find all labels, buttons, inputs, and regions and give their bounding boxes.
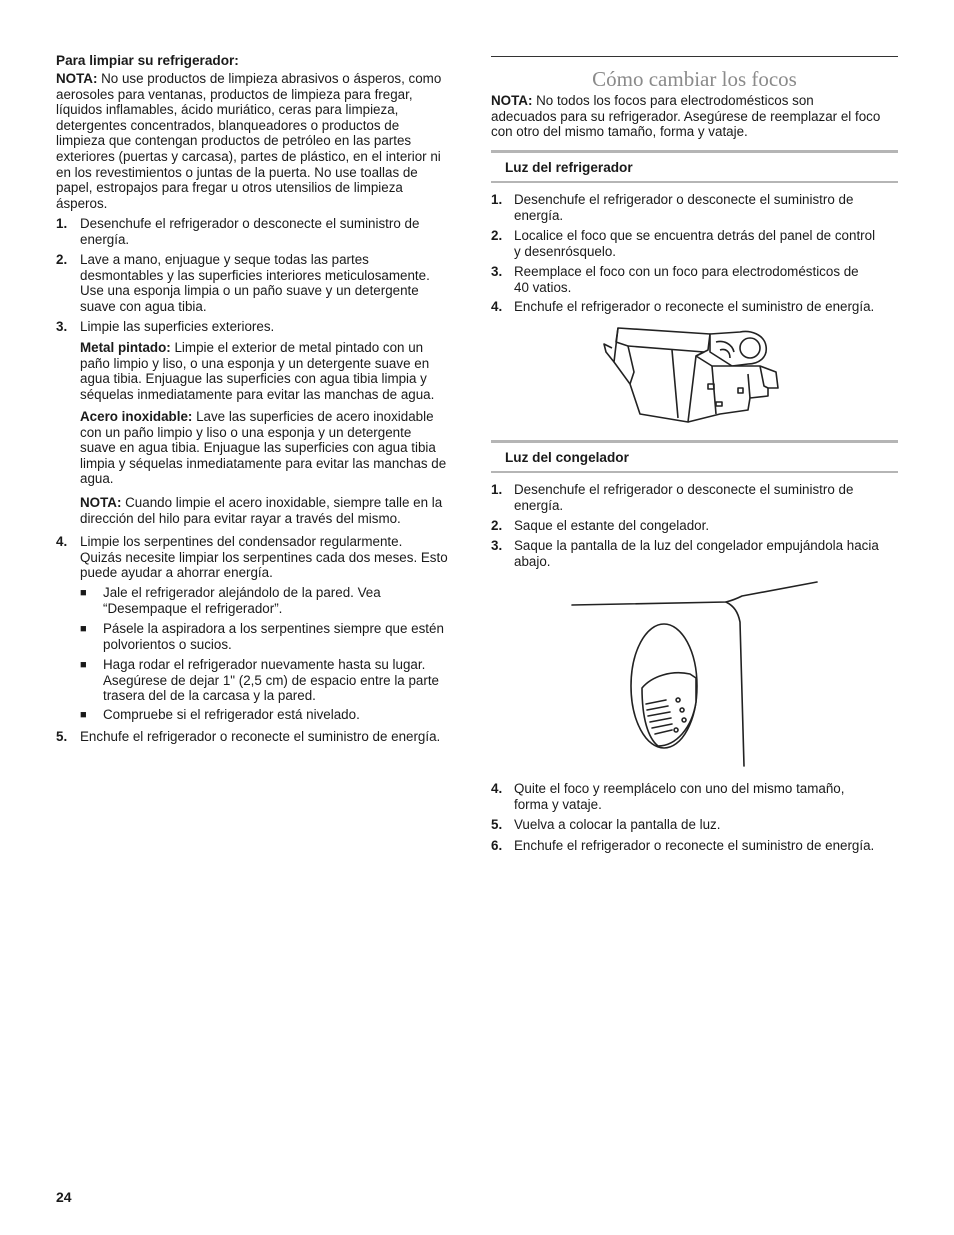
step-line: Saque la pantalla de la luz del congelador empujándola hacia [514, 538, 879, 553]
step-number: 5. [56, 729, 68, 744]
note-label: NOTA: [491, 93, 533, 108]
step-line: energía. [514, 207, 564, 223]
step-line: Use una esponja limpia o un paño suave y un detergente [80, 283, 419, 299]
step-line: Quite el foco y reemplácelo con uno del mismo tamaño, [514, 781, 845, 796]
note-line: papel, estropajos para fregar u otros utensilios de limpieza [56, 180, 403, 196]
note-label: NOTA: [80, 495, 122, 510]
step-number: 4. [491, 299, 503, 314]
step-line: puede ayudar a ahorrar energía. [80, 565, 273, 581]
paragraph-line: Cuando limpie el acero inoxidable, siempre talle en la [121, 495, 443, 510]
step-number: 2. [56, 252, 68, 267]
step-line: Enchufe el refrigerador o reconecte el suministro de energía. [80, 729, 441, 744]
step-line: Lave a mano, enjuague y seque todas las partes [80, 252, 369, 267]
stainless-note-paragraph [80, 495, 470, 526]
bullet-square-icon: ■ [80, 659, 87, 671]
bullet-line: Haga rodar el refrigerador nuevamente hasta su lugar. [103, 657, 426, 672]
step-line: Limpie las superficies exteriores. [80, 319, 275, 334]
step-line: Enchufe el refrigerador o reconecte el suministro de energía. [514, 838, 875, 853]
stainless-steel-label: Acero inoxidable: [80, 409, 193, 424]
freezer-light-illustration [568, 578, 820, 772]
painted-metal-paragraph [80, 340, 470, 402]
paragraph-line: agua tibia. Enjuague las superficies con agua tibia limpia y [80, 371, 427, 387]
step-number: 6. [491, 838, 503, 853]
bulbs-note [491, 93, 901, 140]
note-line: en los revestimientos o juntas de la puerta. No use toallas de [56, 164, 418, 180]
bullet-line: polvorientos o sucios. [103, 636, 232, 652]
bullet-line: Jale el refrigerador alejándolo de la pared. Vea [103, 585, 381, 600]
step-number: 3. [491, 264, 503, 279]
step-number: 2. [491, 518, 503, 533]
step-line: forma y vataje. [514, 796, 602, 812]
section-top-rule [491, 56, 898, 57]
bullet-square-icon: ■ [80, 587, 87, 599]
paragraph-line: con un paño limpio y liso o una esponja y un detergente [80, 424, 412, 440]
step-line: Saque el estante del congelador. [514, 518, 710, 533]
stainless-steel-paragraph [80, 409, 470, 487]
step-number: 2. [491, 228, 503, 243]
note-line: con otro del mismo tamaño, forma y vataje. [491, 124, 748, 140]
bullet-line: Asegúrese de dejar 1" (2,5 cm) de espacio entre la parte [103, 672, 439, 688]
step-line: y desenrósquelo. [514, 243, 616, 259]
paragraph-line: agua. [80, 471, 114, 487]
bullet-square-icon: ■ [80, 709, 87, 721]
control-panel-illustration [600, 322, 785, 424]
freezer-light-heading: Luz del congelador [505, 450, 629, 465]
cleaning-heading: Para limpiar su refrigerador: [56, 53, 239, 68]
step-line: Reemplace el foco con un foco para electrodomésticos de [514, 264, 859, 279]
note-line: No use productos de limpieza abrasivos o ásperos, como [101, 71, 442, 86]
step-line: Desenchufe el refrigerador o desconecte el suministro de [514, 482, 854, 497]
bullet-line: “Desempaque el refrigerador”. [103, 600, 283, 616]
step-line: 40 vatios. [514, 279, 572, 295]
note-label: NOTA: [56, 71, 98, 86]
step-number: 5. [491, 817, 503, 832]
bullet-line: Pásele la aspiradora a los serpentines siempre que estén [103, 621, 444, 636]
step-line: Desenchufe el refrigerador o desconecte el suministro de [80, 216, 420, 231]
page-number: 24 [56, 1189, 72, 1205]
paragraph-line: suave en agua tibia. Enjuague las superficies con agua tibia [80, 440, 436, 456]
bullet-line: Compruebe si el refrigerador está nivelado. [103, 707, 360, 722]
note-line: líquidos inflamables, ácido muriático, ceras para limpieza, [56, 102, 399, 118]
step-number: 1. [56, 216, 68, 231]
step-number: 3. [56, 319, 68, 334]
step-number: 1. [491, 192, 503, 207]
bullet-line: trasera del de la carcasa y la pared. [103, 688, 316, 704]
paragraph-line: Lave las superficies de acero inoxidable [192, 409, 434, 424]
step-line: energía. [514, 497, 564, 513]
note-line: adecuados para su refrigerador. Asegúrese de reemplazar el foco [491, 108, 881, 124]
subsection-bar [491, 150, 898, 153]
step-line: Desenchufe el refrigerador o desconecte el suministro de [514, 192, 854, 207]
step-number: 4. [56, 534, 68, 549]
step-line: Localice el foco que se encuentra detrás del panel de control [514, 228, 876, 243]
bullet-square-icon: ■ [80, 623, 87, 635]
step-line: Vuelva a colocar la pantalla de luz. [514, 817, 721, 832]
section-title: Cómo cambiar los focos [592, 67, 797, 91]
paragraph-line: dirección del hilo para evitar rayar a través del mismo. [80, 510, 401, 526]
paragraph-line: séquelas inmediatamente para evitar las manchas de agua. [80, 386, 435, 402]
note-line: detergentes concentrados, blanqueadores o productos de [56, 117, 400, 133]
subsection-bar [491, 440, 898, 443]
step-line: Quizás necesite limpiar los serpentines cada dos meses. Esto [80, 549, 448, 565]
note-line: No todos los focos para electrodomésticos son [532, 93, 814, 108]
note-line: exteriores (puertas y carcasa), partes de plástico, en el interior ni [56, 148, 441, 164]
note-line: limpieza que contengan productos de petróleo en las partes [56, 133, 412, 149]
fridge-light-heading: Luz del refrigerador [505, 160, 633, 175]
step-line: desmontables y las superficies interiores meticulosamente. [80, 267, 430, 283]
paragraph-line: paño limpio y liso, o una esponja y un detergente suave en [80, 355, 430, 371]
step-line: abajo. [514, 553, 551, 569]
note-line: aerosoles para ventanas, productos de limpieza para fregar, [56, 86, 413, 102]
step-line: energía. [80, 231, 130, 247]
paragraph-line: Limpie el exterior de metal pintado con un [170, 340, 424, 355]
step-line: Limpie los serpentines del condensador regularmente. [80, 534, 403, 549]
step-number: 1. [491, 482, 503, 497]
step-line: Enchufe el refrigerador o reconecte el suministro de energía. [514, 299, 875, 314]
step-number: 3. [491, 538, 503, 553]
step-number: 4. [491, 781, 503, 796]
subsection-underline [491, 471, 898, 473]
subsection-underline [491, 181, 898, 183]
paragraph-line: limpia y séquelas inmediatamente para evitar las manchas de [80, 455, 447, 471]
painted-metal-label: Metal pintado: [80, 340, 171, 355]
cleaning-note [56, 71, 466, 211]
step-line: suave con agua tibia. [80, 298, 207, 314]
note-line: ásperos. [56, 195, 108, 211]
